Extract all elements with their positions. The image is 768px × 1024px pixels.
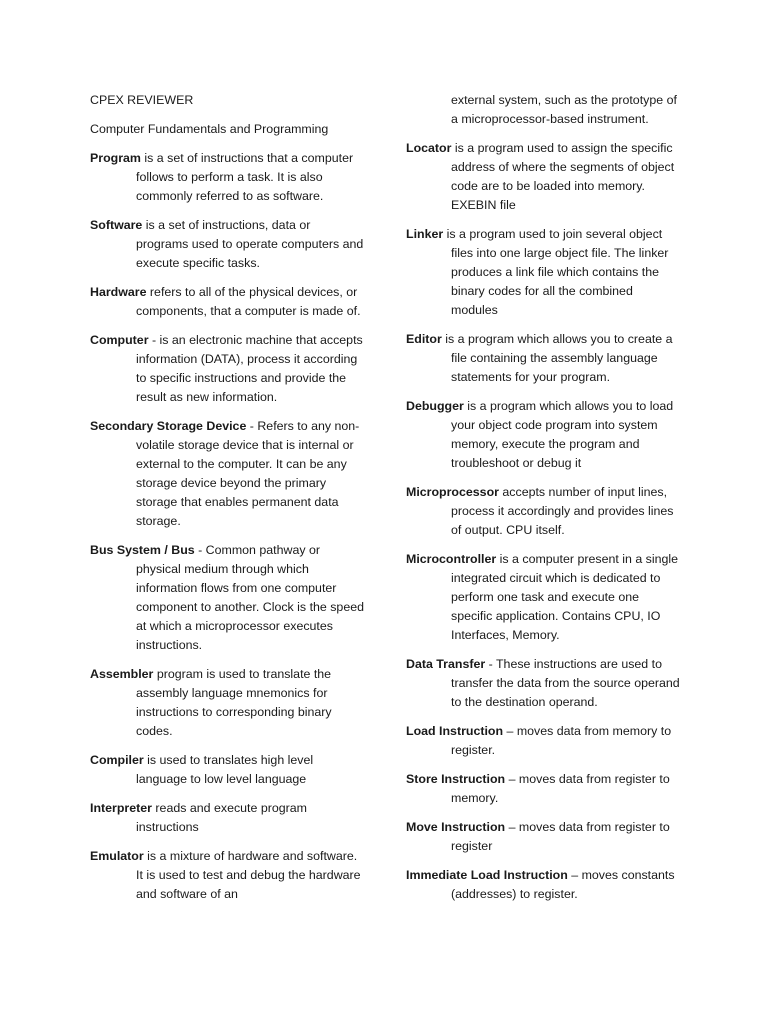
entry-term: Assembler [90,667,154,681]
entry-term: Software [90,218,143,232]
entry-term: Compiler [90,753,144,767]
entry-emulator [90,847,365,904]
entry-definition: is a mixture of hardware and software. It is used to test and debug the hardware and software of an [136,849,361,901]
entry-term: Emulator [90,849,144,863]
entry-software [90,216,365,273]
entry-definition: is used to translates high level language to low level language [136,753,314,786]
left-column [90,91,365,914]
entry-definition: program is used to translate the assembly language mnemonics for instructions to corresponding binary codes. [136,667,332,738]
entry-immediate-load-instruction [406,866,681,904]
entry-computer [90,331,365,407]
entry-definition: is a program used to join several object files into one large object file. The linker produces a link file which contains the binary codes for all the combined modules [443,227,669,317]
entry-term: Microprocessor [406,485,499,499]
entry-term: Debugger [406,399,464,413]
entry-term: Locator [406,141,452,155]
entry-definition: – moves constants (addresses) to register. [451,868,675,901]
document-title: CPEX REVIEWER [90,93,194,107]
entry-locator [406,139,681,215]
entry-term: Hardware [90,285,147,299]
right-column [406,91,681,914]
entry-definition: reads and execute program instructions [136,801,307,834]
entry-term: Microcontroller [406,552,497,566]
entry-definition: is a program which allows you to load your object code program into system memory, execute the program and troubleshoot or debug it [451,399,674,470]
entry-term: Load Instruction [406,724,504,738]
document-subtitle: Computer Fundamentals and Programming [90,122,329,136]
entry-term: Editor [406,332,442,346]
emulator-continuation: external system, such as the prototype of a microprocessor-based instrument. [451,93,677,126]
entry-definition: is a computer present in a single integrated circuit which is dedicated to perform one task and execute one specific application. Contains CPU, IO Interfaces, Memory. [451,552,679,642]
entry-definition: - These instructions are used to transfer the data from the source operand to the destination operand. [451,657,680,709]
entry-compiler [90,751,365,789]
entry-definition: – moves data from memory to register. [451,724,672,757]
entry-bus-system [90,541,365,655]
entry-term: Immediate Load Instruction [406,868,568,882]
entry-term: Computer [90,333,149,347]
entry-term: Store Instruction [406,772,506,786]
entry-term: Move Instruction [406,820,506,834]
entry-linker [406,225,681,320]
entry-assembler [90,665,365,741]
entry-definition: is a set of instructions, data or programs used to operate computers and execute specific tasks. [136,218,364,270]
entry-definition: – moves data from register to memory. [451,772,670,805]
entry-definition: is a program which allows you to create a file containing the assembly language statements for your program. [441,332,673,384]
entry-term: Secondary Storage Device [90,419,247,433]
entry-program [90,149,365,206]
entry-term: Program [90,151,141,165]
entry-term: Linker [406,227,444,241]
entry-term: Interpreter [90,801,152,815]
entry-interpreter [90,799,365,837]
entry-term: Bus System / Bus [90,543,195,557]
entry-microcontroller [406,550,681,645]
entry-hardware [90,283,365,321]
entry-definition: accepts number of input lines, process it accordingly and provides lines of output. CPU itself. [451,485,674,537]
entry-definition: – moves data from register to register [451,820,670,853]
entry-debugger [406,397,681,473]
entry-definition: refers to all of the physical devices, or components, that a computer is made of. [136,285,361,318]
entry-move-instruction [406,818,681,856]
entry-definition: - Refers to any non-volatile storage device that is internal or external to the computer. It can be any storage device beyond the primary storage that enables permanent data storage. [136,419,360,528]
entry-data-transfer [406,655,681,712]
entry-store-instruction [406,770,681,808]
entry-editor [406,330,681,387]
entry-secondary-storage-device [90,417,365,531]
entry-definition: is a program used to assign the specific address of where the segments of object code are to be loaded into memory. EXEBIN file [451,141,675,212]
entry-microprocessor [406,483,681,540]
entry-term: Data Transfer [406,657,486,671]
entry-definition: is a set of instructions that a computer follows to perform a task. It is also commonly referred to as software. [136,151,354,203]
entry-load-instruction [406,722,681,760]
entry-definition: - Common pathway or physical medium through which information flows from one computer component to another. Clock is the speed at which a microprocessor executes instructions. [136,543,364,652]
entry-definition: - is an electronic machine that accepts information (DATA), process it according to specific instructions and provide the result as new information. [136,333,363,404]
